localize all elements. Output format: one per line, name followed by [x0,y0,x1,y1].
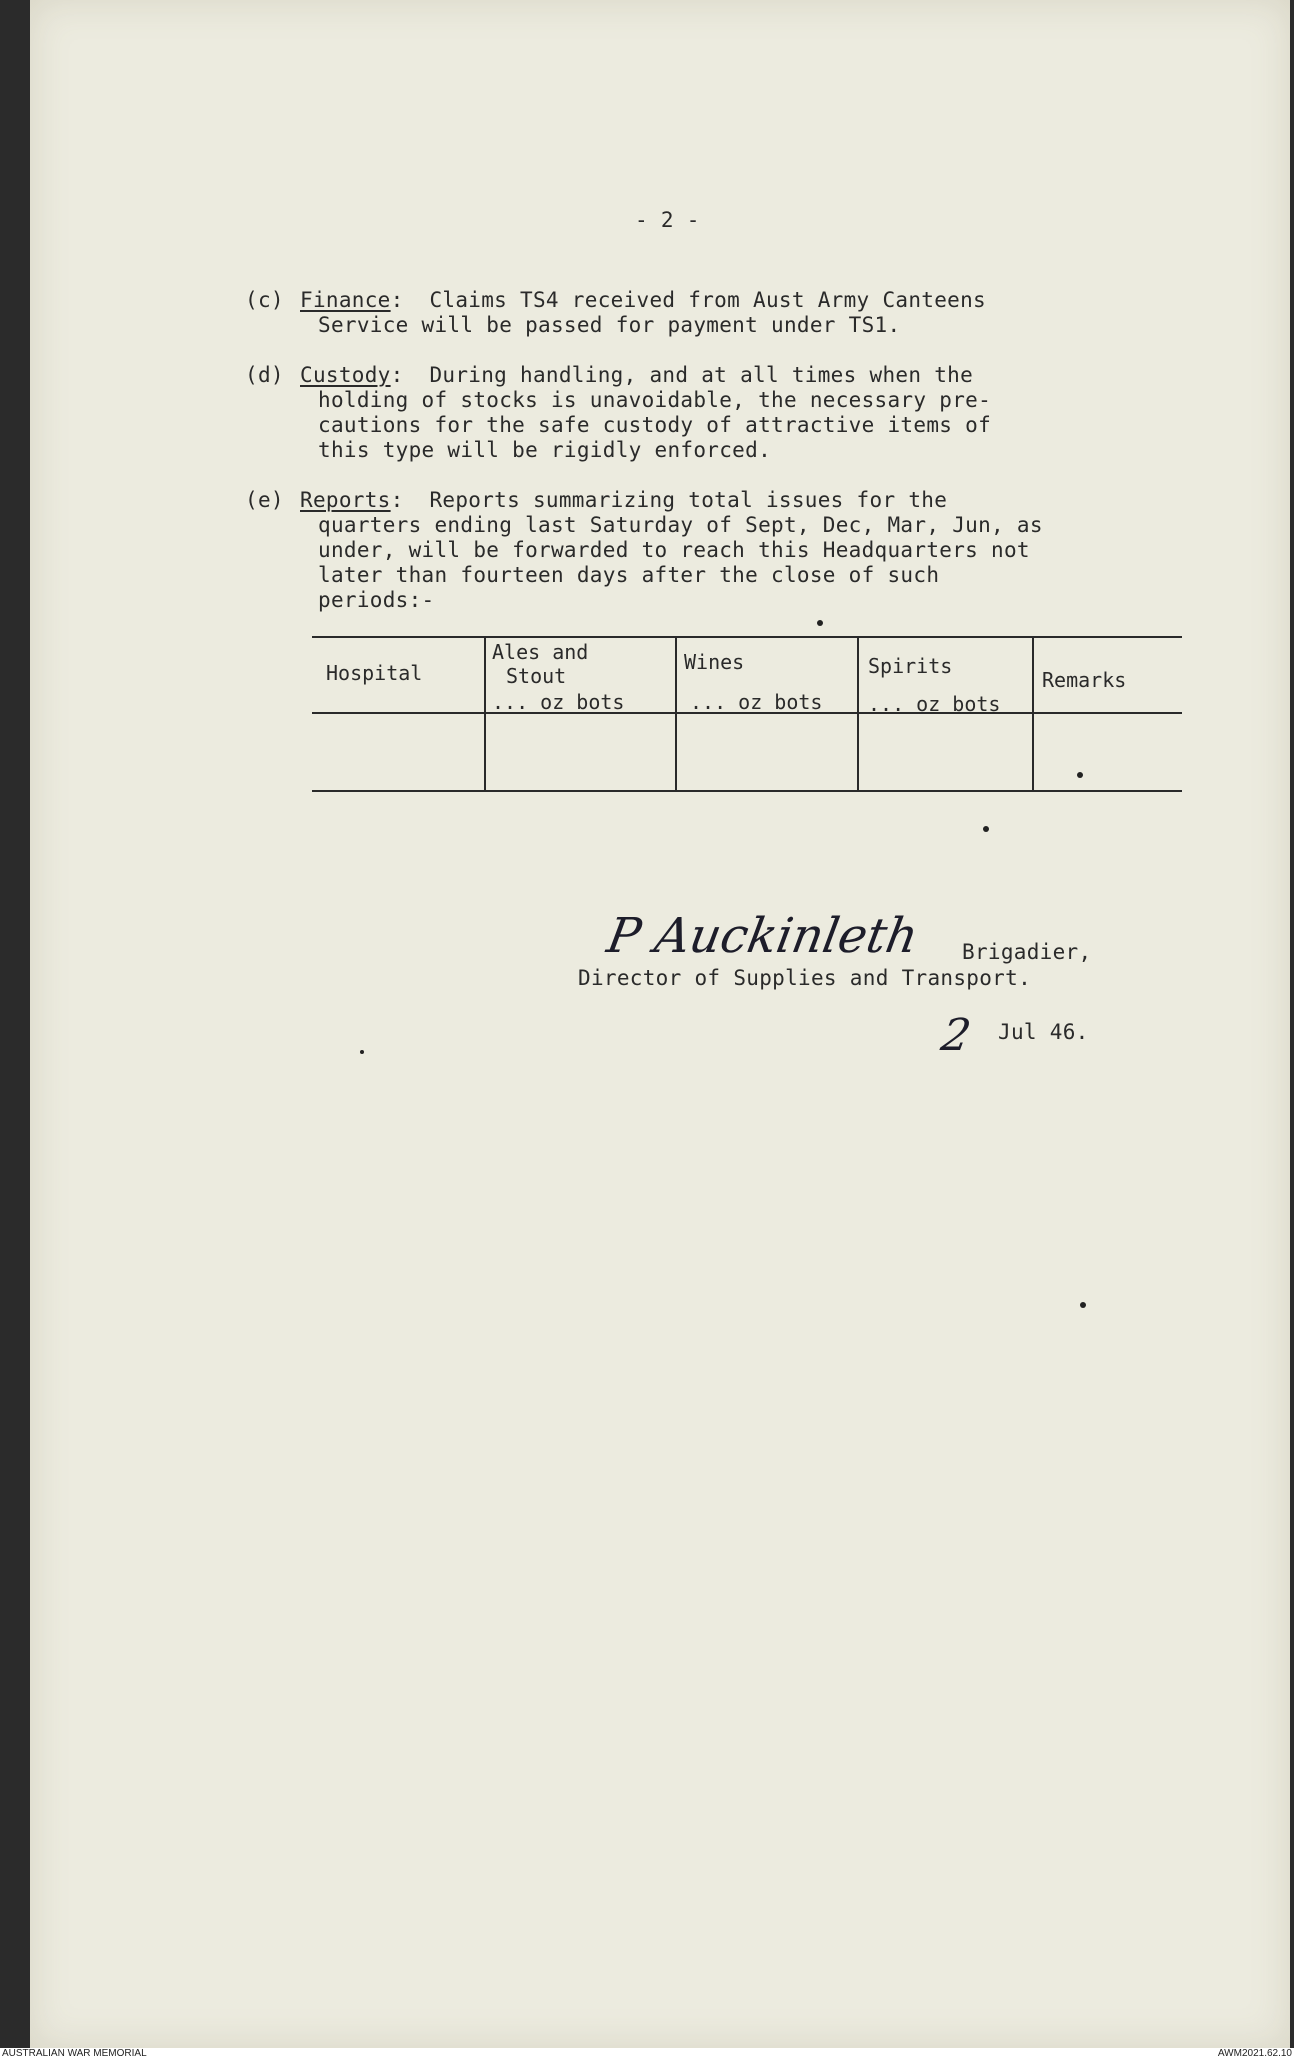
para-c-text1: : Claims TS4 received from Aust Army Canteens [390,288,986,312]
ink-speck [360,1050,364,1054]
para-e-heading: Reports [300,488,391,512]
ink-speck [983,826,989,832]
table-divider-1 [484,636,486,792]
ink-speck [817,620,823,626]
table-top-rule [312,636,1182,638]
para-e-text1: : Reports summarizing total issues for the [390,488,948,512]
col-hospital-header: Hospital [326,661,423,685]
col-wines-unit: ... oz bots [690,690,823,714]
para-d-marker: (d) [245,363,284,387]
col-ales-header-a: Ales and [492,640,589,664]
archive-reference: AWM2021.62.10 [1217,2048,1292,2059]
signature-rank: Brigadier, [962,940,1092,964]
para-d-line3: cautions for the safe custody of attractive items of [318,413,992,437]
col-spirits-header: Spirits [868,654,953,678]
archive-name: AUSTRALIAN WAR MEMORIAL [2,2048,147,2059]
para-e-line2: quarters ending last Saturday of Sept, Dec, Mar, Jun, as [318,513,1043,537]
table-bottom-rule [312,790,1182,792]
para-c-line1 [300,288,986,312]
handwritten-signature: P Auckinleth [603,908,923,964]
page-number: - 2 - [635,208,700,232]
para-d-text1: : During handling, and at all times when the [390,363,974,387]
col-ales-unit: ... oz bots [492,690,625,714]
para-e-marker: (e) [245,488,284,512]
col-wines-header: Wines [684,650,745,674]
col-remarks-header: Remarks [1042,668,1127,692]
col-spirits-unit: ... oz bots [868,692,1001,716]
para-e-line3: under, will be forwarded to reach this Headquarters not [318,538,1030,562]
date-month-year: Jul 46. [998,1020,1089,1044]
para-d-line2: holding of stocks is unavoidable, the necessary pre- [318,388,992,412]
col-ales-header-b: Stout [506,664,567,688]
para-e-line5: periods:- [318,588,435,612]
archive-footer [0,2048,1294,2061]
table-divider-4 [1032,636,1034,792]
para-d-line1 [300,363,973,387]
ink-speck [1077,772,1083,778]
para-c-line2: Service will be passed for payment under TS1. [318,313,901,337]
para-d-line4: this type will be rigidly enforced. [318,438,772,462]
document-page [30,0,1290,2048]
para-c-heading: Finance [300,288,391,312]
para-c-marker: (c) [245,288,284,312]
table-divider-3 [857,636,859,792]
para-e-line1 [300,488,947,512]
ink-speck [1080,1302,1086,1308]
para-d-heading: Custody [300,363,391,387]
table-divider-2 [675,636,677,792]
date-day-handwritten: 2 [937,1010,975,1061]
signature-title: Director of Supplies and Transport. [578,966,1032,990]
para-e-line4: later than fourteen days after the close of such [318,563,940,587]
